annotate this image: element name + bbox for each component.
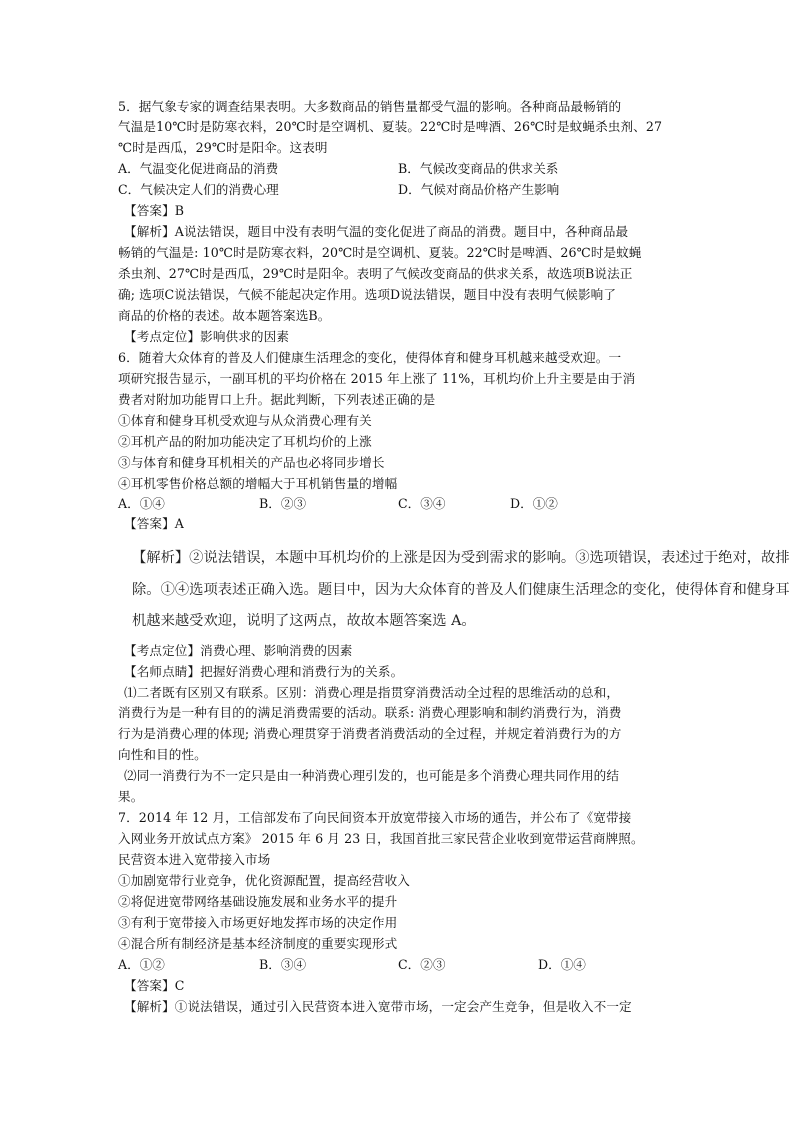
q6-option-d: D．①② <box>510 496 558 511</box>
q7-stem-line-2: 入网业务开放试点方案》 2015 年 6 月 23 日，我国首批三家民营企业收到宽带运营商牌照。 <box>118 831 644 846</box>
q5-option-d: D．气候对商品价格产生影响 <box>398 182 560 197</box>
q5-analysis-line-2: 畅销的气温是: 10℃时是防寒衣料，20℃时是空调机、夏装。22℃时是啤酒、26℃时是蚊蝇 <box>118 245 642 260</box>
q6-tip-line-1: ⑴二者既有区别又有联系。区别：消费心理是指贯穿消费活动全过程的思维活动的总和， <box>124 685 620 700</box>
q7-answer: 【答案】C <box>124 978 185 993</box>
q6-option-a: A．①④ <box>118 496 165 511</box>
q5-answer: 【答案】B <box>124 203 185 218</box>
q5-test-point: 【考点定位】影响供求的因素 <box>124 329 290 344</box>
q6-tip-line-4: 向性和目的性。 <box>118 747 207 762</box>
q7-item-3: ③有利于宽带接入市场更好地发挥市场的决定作用 <box>118 915 398 930</box>
q6-answer: 【答案】A <box>124 516 184 531</box>
q7-option-a: A．①② <box>118 957 165 972</box>
q6-analysis-line-3: 机越来越受欢迎，说明了这两点，故故本题答案选 A。 <box>132 613 476 629</box>
q6-tip-line-5: ⑵同一消费行为不一定只是由一种消费心理引发的，也可能是多个消费心理共同作用的结 <box>124 768 620 783</box>
q6-analysis-line-2: 除。①④选项表述正确入选。题目中，因为大众体育的普及人们健康生活理念的变化，使得体育和健身耳 <box>132 582 790 598</box>
q6-item-3: ③与体育和健身耳机相关的产品也必将同步增长 <box>118 455 385 470</box>
q6-tip-line-3: 行为是消费心理的体现; 消费心理贯穿于消费者消费活动的全过程，并规定着消费行为的方 <box>118 726 622 741</box>
q5-stem-line-2: 气温是10℃时是防寒衣料，20℃时是空调机、夏装。22℃时是啤酒、26℃时是蚊蝇杀虫剂、27 <box>118 119 663 134</box>
q7-analysis-line-1: 【解析】①说法错误，通过引入民营资本进入宽带市场，一定会产生竞争，但是收入不一定 <box>124 999 632 1014</box>
q6-analysis-block <box>118 537 790 637</box>
q5-option-c: C．气候决定人们的消费心理 <box>118 182 279 197</box>
q5-stem-line-3: ℃时是西瓜，29℃时是阳伞。这表明 <box>118 140 328 155</box>
q6-item-1: ①体育和健身耳机受欢迎与从众消费心理有关 <box>118 413 372 428</box>
q6-test-point: 【考点定位】消费心理、影响消费的因素 <box>124 643 353 658</box>
q6-option-c: C．③④ <box>398 496 446 511</box>
q5-stem-line-1: 5．据气象专家的调查结果表明。大多数商品的销售量都受气温的影响。各种商品最畅销的 <box>118 99 622 114</box>
q6-stem-line-3: 费者对附加功能胃口上升。据此判断，下列表述正确的是 <box>118 392 436 407</box>
q6-tip-line-6: 果。 <box>118 789 144 804</box>
q7-item-1: ①加剧宽带行业竞争，优化资源配置，提高经营收入 <box>118 873 410 888</box>
q6-stem-line-2: 项研究报告显示，一副耳机的平均价格在 2015 年上涨了 11%，耳机均价上升主要是由于消 <box>118 371 636 386</box>
q7-stem-line-1: 7．2014 年 12 月，工信部发布了向民间资本开放宽带接入市场的通告，并公布了《宽带接 <box>118 810 632 825</box>
q6-option-b: B．②③ <box>259 496 307 511</box>
q7-option-d: D．①④ <box>538 957 586 972</box>
q5-option-b: B．气候改变商品的供求关系 <box>398 161 559 176</box>
q6-analysis-line-1: 【解析】②说法错误，本题中耳机均价的上涨是因为受到需求的影响。③选项错误，表述过于绝对，故排 <box>132 550 790 566</box>
q6-stem-line-1: 6．随着大众体育的普及人们健康生活理念的变化，使得体育和健身耳机越来越受欢迎。一 <box>118 350 622 365</box>
q5-analysis-line-4: 确; 选项C说法错误，气候不能起决定作用。选项D说法错误，题目中没有表明气候影响了 <box>118 287 617 302</box>
q7-option-b: B．③④ <box>259 957 307 972</box>
q6-teacher-tip: 【名师点睛】把握好消费心理和消费行为的关系。 <box>124 664 404 679</box>
q7-stem-line-3: 民营资本进入宽带接入市场 <box>118 852 271 867</box>
q5-analysis-line-5: 商品的价格的表述。故本题答案选B。 <box>118 308 331 323</box>
q6-item-2: ②耳机产品的附加功能决定了耳机均价的上涨 <box>118 434 372 449</box>
q7-item-2: ②将促进宽带网络基础设施发展和业务水平的提升 <box>118 894 398 909</box>
q6-tip-line-2: 消费行为是一种有目的的满足消费需要的活动。联系: 消费心理影响和制约消费行为，消费 <box>118 705 622 720</box>
q6-item-4: ④耳机零售价格总额的增幅大于耳机销售量的增幅 <box>118 476 398 491</box>
q5-analysis-line-3: 杀虫剂、27℃时是西瓜，29℃时是阳伞。表明了气候改变商品的供求关系，故选项B说法正 <box>118 266 633 281</box>
q5-analysis-line-1: 【解析】A说法错误，题目中没有表明气温的变化促进了商品的消费。题目中，各种商品最 <box>124 224 629 239</box>
q5-option-a: A．气温变化促进商品的消费 <box>118 161 279 176</box>
q7-option-c: C．②③ <box>398 957 446 972</box>
q7-item-4: ④混合所有制经济是基本经济制度的重要实现形式 <box>118 936 398 951</box>
